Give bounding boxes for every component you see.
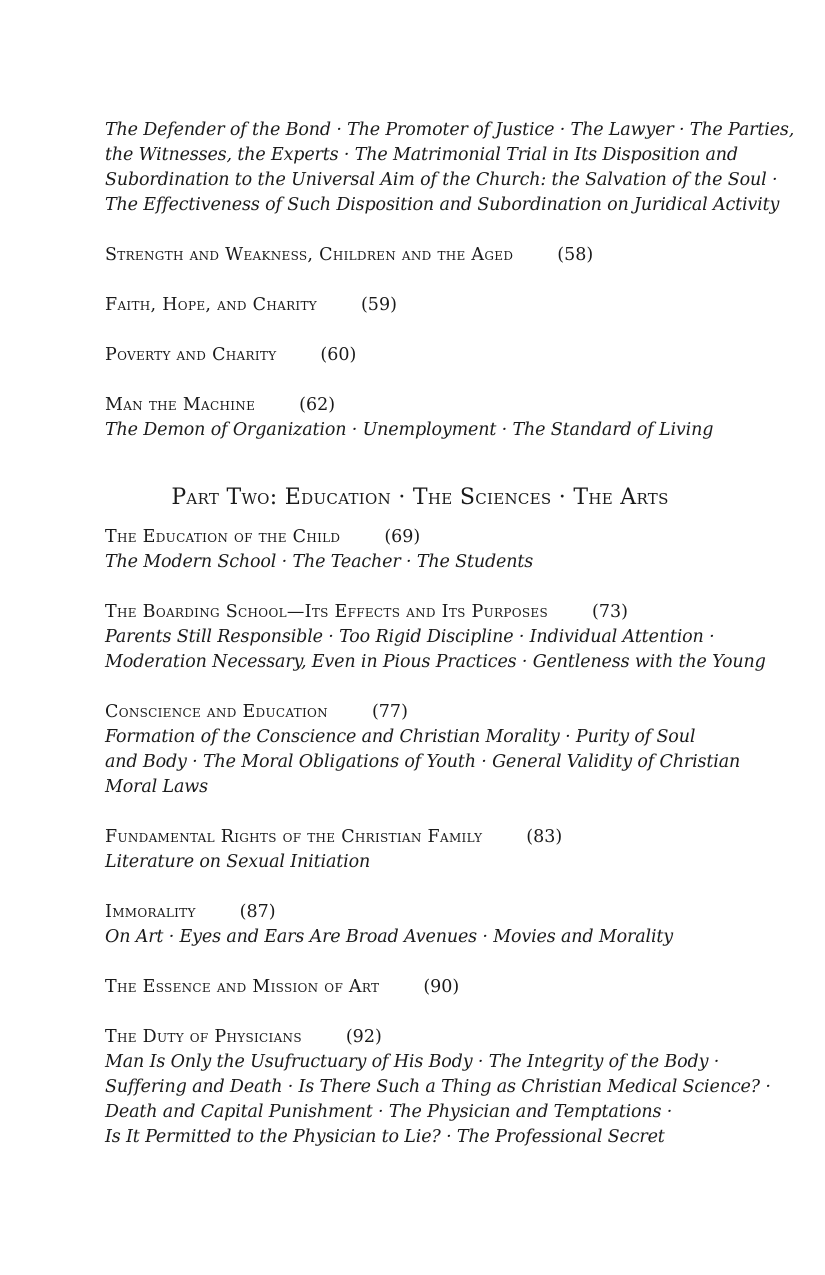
subtopic-line: On Art · Eyes and Ears Are Broad Avenues · Movies and Morality (105, 927, 674, 947)
entry-page: (73) (592, 602, 628, 622)
toc-entry[interactable] (105, 343, 745, 368)
entry-title: Strength and Weakness, Children and the Aged (105, 245, 514, 265)
entry-title: The Education of the Child (105, 527, 341, 547)
entry-page: (90) (423, 977, 460, 997)
subtopic-line: The Demon of Organization · Unemployment · The Standard of Living (105, 420, 714, 440)
toc-entry[interactable] (105, 393, 745, 443)
subtopic-line: The Modern School · The Teacher · The Students (105, 552, 534, 572)
subtopic-line: Moral Laws (105, 777, 208, 797)
subtopic-line: The Defender of the Bond · The Promoter of Justice · The Lawyer · The Parties, (105, 120, 795, 140)
entry-title: The Duty of Physicians (105, 1027, 302, 1047)
entry-page: (83) (526, 827, 563, 847)
entry-page: (87) (239, 902, 276, 922)
entry-page: (69) (384, 527, 421, 547)
subtopic-line: and Body · The Moral Obligations of Youth · General Validity of Christian (105, 752, 741, 772)
subtopic-line: The Effectiveness of Such Disposition and Subordination on Juridical Activity (105, 195, 780, 215)
entry-title: Conscience and Education (105, 702, 328, 722)
entry-page: (59) (360, 295, 397, 315)
subtopic-line: Moderation Necessary, Even in Pious Practices · Gentleness with the Young (105, 652, 766, 672)
subtopic-line: Death and Capital Punishment · The Physician and Temptations · (105, 1102, 673, 1122)
subtopic-line: the Witnesses, the Experts · The Matrimonial Trial in Its Disposition and (105, 145, 738, 165)
intro-subtopics (105, 118, 795, 218)
subtopic-line: Subordination to the Universal Aim of the Church: the Salvation of the Soul · (105, 170, 778, 190)
entry-title: The Boarding School—Its Effects and Its Purposes (105, 602, 548, 622)
toc-entry[interactable] (105, 600, 766, 675)
entry-page: (58) (557, 245, 594, 265)
entry-page: (62) (299, 395, 336, 415)
toc-entry[interactable] (105, 825, 745, 875)
subtopic-line: Literature on Sexual Initiation (105, 852, 371, 872)
subtopic-line: Is It Permitted to the Physician to Lie? · The Professional Secret (105, 1127, 665, 1147)
entry-title: Faith, Hope, and Charity (105, 295, 317, 315)
toc-entry[interactable] (105, 900, 745, 950)
part-heading: Part Two: Education · The Sciences · The Arts (171, 485, 669, 510)
subtopic-line: Suffering and Death · Is There Such a Thing as Christian Medical Science? · (105, 1077, 771, 1097)
entry-title: Man the Machine (105, 395, 256, 415)
subtopic-line: Parents Still Responsible · Too Rigid Discipline · Individual Attention · (105, 627, 715, 647)
subtopic-line: Formation of the Conscience and Christian Morality · Purity of Soul (105, 727, 696, 747)
toc-entry[interactable] (105, 700, 745, 800)
entry-title: Fundamental Rights of the Christian Family (105, 827, 483, 847)
entry-title: Poverty and Charity (105, 345, 277, 365)
entry-page: (92) (345, 1027, 382, 1047)
toc-entry[interactable] (105, 1025, 771, 1150)
entry-page: (77) (371, 702, 408, 722)
entry-title: The Essence and Mission of Art (105, 977, 380, 997)
subtopic-line: Man Is Only the Usufructuary of His Body · The Integrity of the Body · (105, 1052, 720, 1072)
toc-content (105, 118, 795, 1150)
toc-entry[interactable] (105, 975, 745, 1000)
toc-entry[interactable] (105, 525, 745, 575)
toc-entry[interactable] (105, 243, 745, 268)
entry-page: (60) (320, 345, 357, 365)
entry-title: Immorality (105, 902, 196, 922)
toc-entry[interactable] (105, 293, 745, 318)
